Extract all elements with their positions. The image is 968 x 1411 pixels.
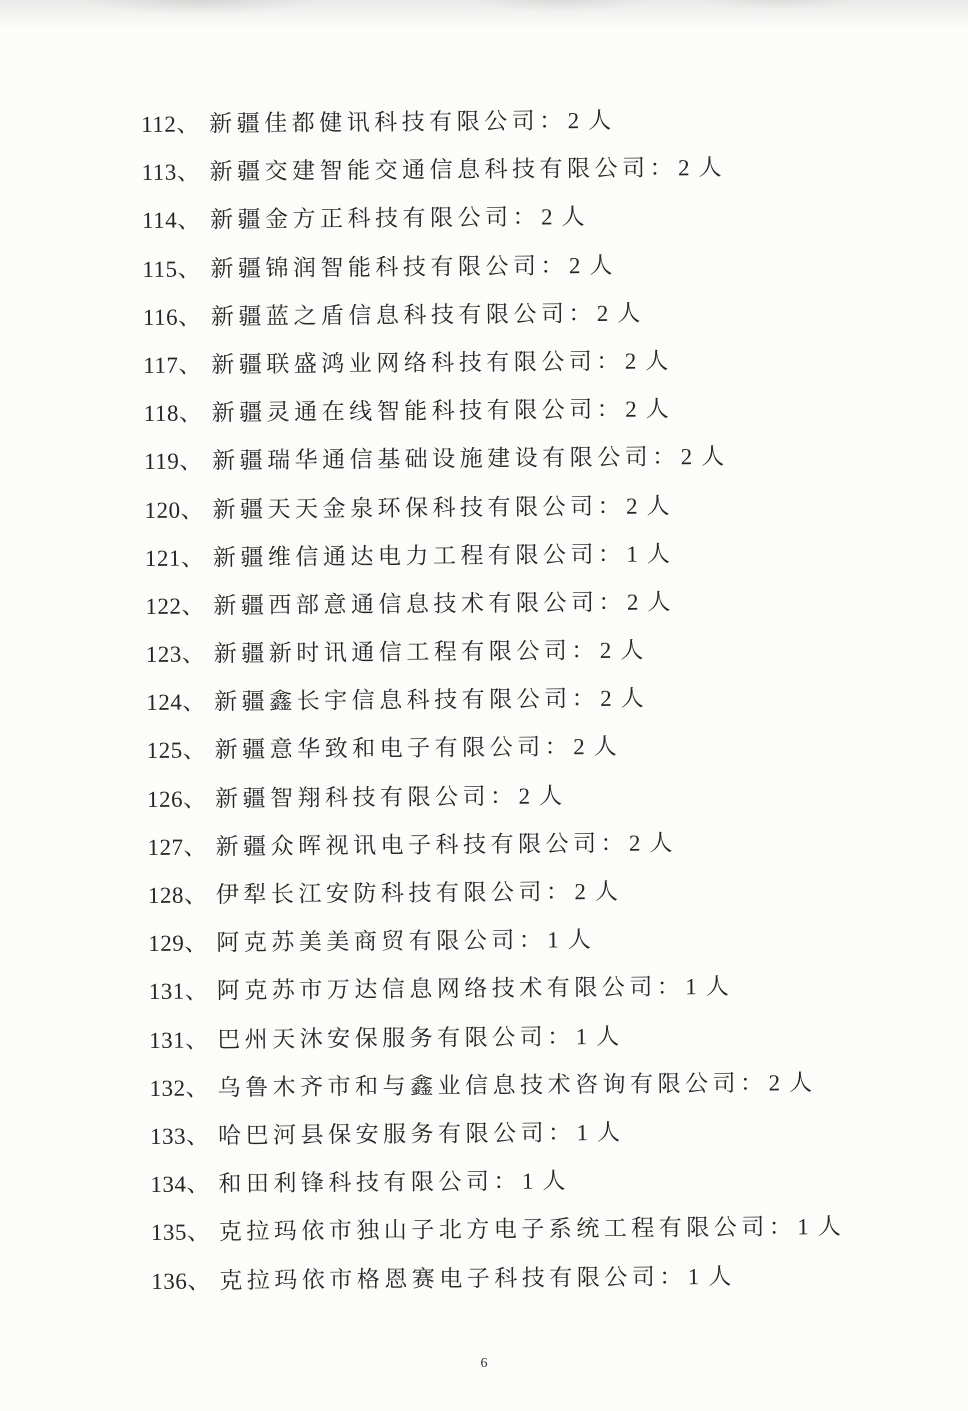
item-number: 117、 xyxy=(143,352,203,378)
list-item xyxy=(143,288,833,342)
list-item xyxy=(146,673,836,727)
page-number: 6 xyxy=(480,1356,488,1371)
count-unit: 人 xyxy=(817,1214,841,1240)
person-count: 2 xyxy=(573,734,585,760)
person-count: 2 xyxy=(626,589,639,615)
count-unit: 人 xyxy=(617,300,641,326)
item-number: 121、 xyxy=(144,545,205,571)
person-count: 2 xyxy=(568,252,581,278)
count-unit: 人 xyxy=(561,204,585,230)
company-name: 和田利锋科技有限公司： xyxy=(218,1168,522,1197)
item-number: 115、 xyxy=(142,256,202,282)
list-item xyxy=(142,191,832,245)
person-count: 1 xyxy=(576,1120,589,1146)
company-name: 乌鲁木齐市和与鑫业信息技术咨询有限公司： xyxy=(217,1070,768,1101)
company-name: 新疆鑫长宇信息科技有限公司： xyxy=(214,686,600,715)
person-count: 2 xyxy=(677,155,690,181)
count-unit: 人 xyxy=(705,974,729,1000)
count-unit: 人 xyxy=(567,927,591,953)
company-name: 新疆佳都健讯科技有限公司： xyxy=(209,108,567,137)
person-count: 1 xyxy=(797,1214,809,1240)
list-item xyxy=(147,818,837,872)
list-item xyxy=(150,1107,840,1161)
item-number: 135、 xyxy=(150,1219,211,1246)
company-name: 新疆天天金泉环保科技有限公司： xyxy=(212,493,626,522)
company-name: 新疆新时讯通信工程有限公司： xyxy=(213,638,599,667)
company-name: 新疆众晖视讯电子科技有限公司： xyxy=(215,830,629,860)
company-name: 新疆交建智能交通信息科技有限公司： xyxy=(209,155,678,185)
person-count: 1 xyxy=(547,927,559,953)
list-item xyxy=(149,962,839,1016)
item-number: 123、 xyxy=(145,641,206,668)
count-unit: 人 xyxy=(701,444,725,470)
company-name: 巴州天沐安保服务有限公司： xyxy=(217,1023,575,1052)
count-unit: 人 xyxy=(594,878,619,905)
item-number: 126、 xyxy=(146,786,207,812)
company-name: 阿克苏美美商贸有限公司： xyxy=(216,927,547,956)
list-item xyxy=(144,384,834,438)
list-item xyxy=(151,1251,841,1305)
item-number: 131、 xyxy=(149,1027,209,1053)
company-name: 新疆西部意通信息技术有限公司： xyxy=(213,589,627,619)
count-unit: 人 xyxy=(788,1069,813,1096)
person-count: 2 xyxy=(625,493,638,519)
person-count: 2 xyxy=(596,300,609,326)
list-item xyxy=(148,866,838,920)
count-unit: 人 xyxy=(593,734,617,760)
count-unit: 人 xyxy=(596,1023,620,1049)
person-count: 1 xyxy=(575,1023,588,1049)
list-item xyxy=(148,914,838,968)
company-name: 新疆智翔科技有限公司： xyxy=(214,783,518,812)
list-item xyxy=(144,432,834,486)
item-number: 114、 xyxy=(141,207,201,234)
item-number: 112、 xyxy=(141,111,200,137)
count-unit: 人 xyxy=(708,1263,732,1289)
item-number: 127、 xyxy=(147,834,208,860)
list-item xyxy=(146,625,836,679)
person-count: 2 xyxy=(567,108,580,134)
list-item xyxy=(150,1155,840,1209)
company-name: 新疆锦润智能科技有限公司： xyxy=(210,252,569,281)
count-unit: 人 xyxy=(647,589,671,615)
person-count: 2 xyxy=(680,444,693,470)
person-count: 2 xyxy=(628,830,641,856)
item-number: 122、 xyxy=(145,593,206,619)
company-name: 新疆蓝之盾信息科技有限公司： xyxy=(210,300,596,330)
item-number: 116、 xyxy=(142,304,202,330)
person-count: 1 xyxy=(626,541,639,567)
item-number: 118、 xyxy=(143,400,203,427)
count-unit: 人 xyxy=(698,155,722,181)
count-unit: 人 xyxy=(588,107,612,134)
count-unit: 人 xyxy=(620,685,644,712)
count-unit: 人 xyxy=(645,396,669,422)
item-number: 133、 xyxy=(149,1123,210,1149)
list-item xyxy=(151,1203,841,1257)
item-number: 132、 xyxy=(149,1075,210,1101)
company-list xyxy=(141,95,841,1306)
count-unit: 人 xyxy=(645,348,669,374)
person-count: 2 xyxy=(768,1070,781,1096)
company-name: 新疆维信通达电力工程有限公司： xyxy=(212,541,626,571)
item-number: 119、 xyxy=(144,448,203,475)
list-item xyxy=(146,721,836,775)
item-number: 134、 xyxy=(150,1171,211,1198)
list-item xyxy=(143,336,833,390)
list-item xyxy=(141,143,831,197)
item-number: 131、 xyxy=(148,978,209,1005)
company-name: 哈巴河县保安服务有限公司： xyxy=(217,1120,576,1149)
list-item xyxy=(149,1059,839,1113)
count-unit: 人 xyxy=(596,1119,621,1145)
count-unit: 人 xyxy=(542,1168,566,1194)
count-unit: 人 xyxy=(649,830,673,856)
person-count: 2 xyxy=(600,686,612,712)
person-count: 1 xyxy=(687,1263,700,1289)
item-number: 128、 xyxy=(147,882,208,908)
list-item xyxy=(144,480,834,534)
company-name: 克拉玛依市格恩赛电子科技有限公司： xyxy=(219,1263,687,1293)
list-item xyxy=(149,1011,839,1065)
company-name: 克拉玛依市独山子北方电子系统工程有限公司： xyxy=(218,1214,797,1245)
company-name: 伊犁长江安防科技有限公司： xyxy=(215,879,574,908)
person-count: 2 xyxy=(624,348,637,374)
list-item xyxy=(145,577,835,631)
person-count: 2 xyxy=(540,204,553,230)
company-name: 新疆瑞华通信基础设施建设有限公司： xyxy=(212,444,680,474)
person-count: 2 xyxy=(599,637,612,664)
item-number: 124、 xyxy=(146,689,206,716)
company-name: 新疆灵通在线智能科技有限公司： xyxy=(211,396,625,426)
count-unit: 人 xyxy=(589,252,613,278)
company-name: 新疆联盛鸿业网络科技有限公司： xyxy=(211,348,624,378)
item-number: 129、 xyxy=(148,930,208,957)
count-unit: 人 xyxy=(538,782,563,809)
item-number: 113、 xyxy=(141,159,201,186)
person-count: 1 xyxy=(685,974,697,1000)
person-count: 2 xyxy=(625,396,637,422)
item-number: 125、 xyxy=(146,737,207,764)
list-item xyxy=(147,770,837,824)
scan-edge-shadow xyxy=(0,0,968,28)
list-item xyxy=(142,240,832,294)
list-item xyxy=(145,529,835,583)
list-item xyxy=(141,95,831,149)
company-name: 新疆意华致和电子有限公司： xyxy=(214,734,573,763)
company-name: 阿克苏市万达信息网络技术有限公司： xyxy=(216,974,685,1004)
count-unit: 人 xyxy=(646,541,671,567)
count-unit: 人 xyxy=(620,637,644,663)
person-count: 2 xyxy=(574,879,587,905)
company-name: 新疆金方正科技有限公司： xyxy=(209,204,541,233)
item-number: 120、 xyxy=(144,496,205,523)
count-unit: 人 xyxy=(646,492,670,519)
person-count: 2 xyxy=(518,783,531,809)
person-count: 1 xyxy=(521,1168,534,1194)
item-number: 136、 xyxy=(151,1267,211,1294)
